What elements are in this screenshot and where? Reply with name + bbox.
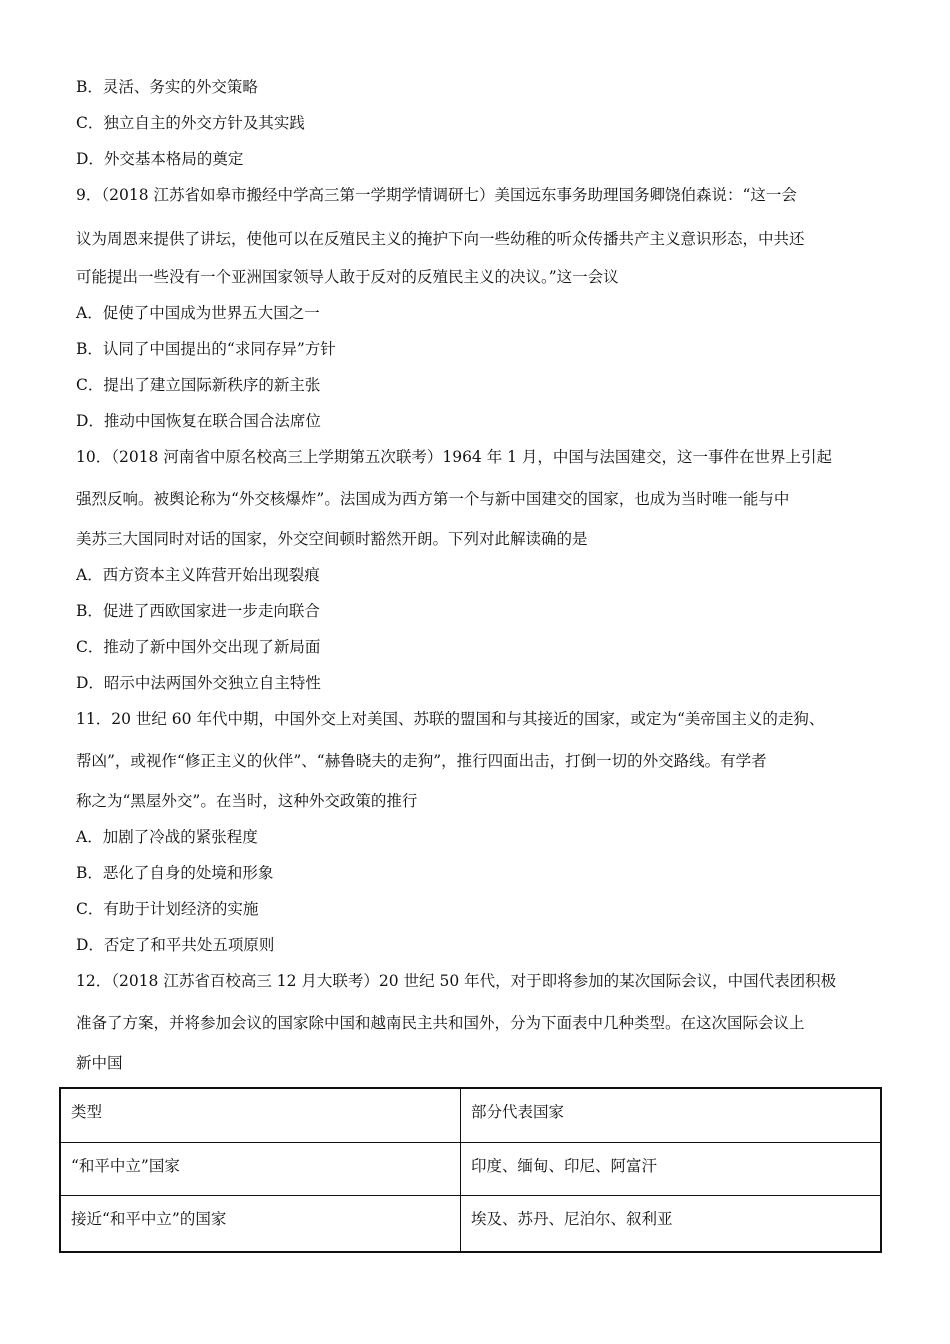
- q10-option-b: B．促进了西欧国家进一步走向联合: [76, 602, 320, 620]
- q10-stem-line: 美苏三大国同时对话的国家，外交空间顿时豁然开朗。下列对此解读确的是: [76, 530, 588, 548]
- q9-option-a: A．促使了中国成为世界五大国之一: [76, 304, 320, 322]
- q10-option-c: C．推动了新中国外交出现了新局面: [76, 638, 321, 656]
- q12-stem-line: 准备了方案，并将参加会议的国家除中国和越南民主共和国外，分为下面表中几种类型。在这次国际会议上: [76, 1014, 805, 1032]
- table-cell: 印度、缅甸、印尼、阿富汗: [461, 1143, 882, 1196]
- q12-stem-line: 12．（2018 江苏省百校高三 12 月大联考）20 世纪 50 年代，对于即将参加的某次国际会议，中国代表团积极: [76, 972, 837, 990]
- table-row: [60, 1196, 881, 1253]
- q10-option-a: A．西方资本主义阵营开始出现裂痕: [76, 566, 320, 584]
- q9-option-b: B．认同了中国提出的“求同存异”方针: [76, 340, 336, 358]
- table-header-cell: 类型: [60, 1088, 461, 1143]
- q11-option-d: D．否定了和平共处五项原则: [76, 936, 275, 954]
- q9-option-d: D．推动中国恢复在联合国合法席位: [76, 412, 321, 430]
- table-header-row: [60, 1088, 881, 1143]
- option-d: D．外交基本格局的奠定: [76, 150, 244, 168]
- q12-stem-line: 新中国: [76, 1054, 123, 1072]
- table-cell: “和平中立”国家: [60, 1143, 461, 1196]
- q10-stem-line: 强烈反响。被舆论称为“外交核爆炸”。法国成为西方第一个与新中国建交的国家，也成为当时唯一能与中: [76, 490, 790, 508]
- q10-stem-line: 10．（2018 河南省中原名校高三上学期第五次联考）1964 年 1 月，中国与法国建交，这一事件在世界上引起: [76, 448, 832, 466]
- q11-stem-line: 11．20 世纪 60 年代中期，中国外交上对美国、苏联的盟国和与其接近的国家，或定为“美帝国主义的走狗、: [76, 710, 825, 728]
- q9-stem-line: 9．（2018 江苏省如皋市搬经中学高三第一学期学情调研七）美国远东事务助理国务卿饶伯森说：“这一会: [76, 186, 797, 204]
- q9-option-c: C．提出了建立国际新秩序的新主张: [76, 376, 321, 394]
- q9-stem-line: 议为周恩来提供了讲坛，使他可以在反殖民主义的掩护下向一些幼稚的听众传播共产主义意识形态，中共还: [76, 230, 805, 248]
- q11-option-c: C．有助于计划经济的实施: [76, 900, 259, 918]
- table-cell: 埃及、苏丹、尼泊尔、叙利亚: [461, 1196, 882, 1253]
- table-cell: 接近“和平中立”的国家: [60, 1196, 461, 1253]
- q9-stem-line: 可能提出一些没有一个亚洲国家领导人敢于反对的反殖民主义的决议。”这一会议: [76, 268, 619, 286]
- q11-option-a: A．加剧了冷战的紧张程度: [76, 828, 258, 846]
- q10-option-d: D．昭示中法两国外交独立自主特性: [76, 674, 321, 692]
- country-type-table: [59, 1087, 882, 1253]
- q11-option-b: B．恶化了自身的处境和形象: [76, 864, 274, 882]
- q11-stem-line: 称之为“黑屋外交”。在当时，这种外交政策的推行: [76, 792, 418, 810]
- option-c: C．独立自主的外交方针及其实践: [76, 114, 305, 132]
- table-header-cell: 部分代表国家: [461, 1088, 882, 1143]
- table-row: [60, 1143, 881, 1196]
- q11-stem-line: 帮凶”，或视作“修正主义的伙伴”、“赫鲁晓夫的走狗”，推行四面出击，打倒一切的外交路线。有学者: [76, 752, 767, 770]
- option-b: B．灵活、务实的外交策略: [76, 78, 258, 96]
